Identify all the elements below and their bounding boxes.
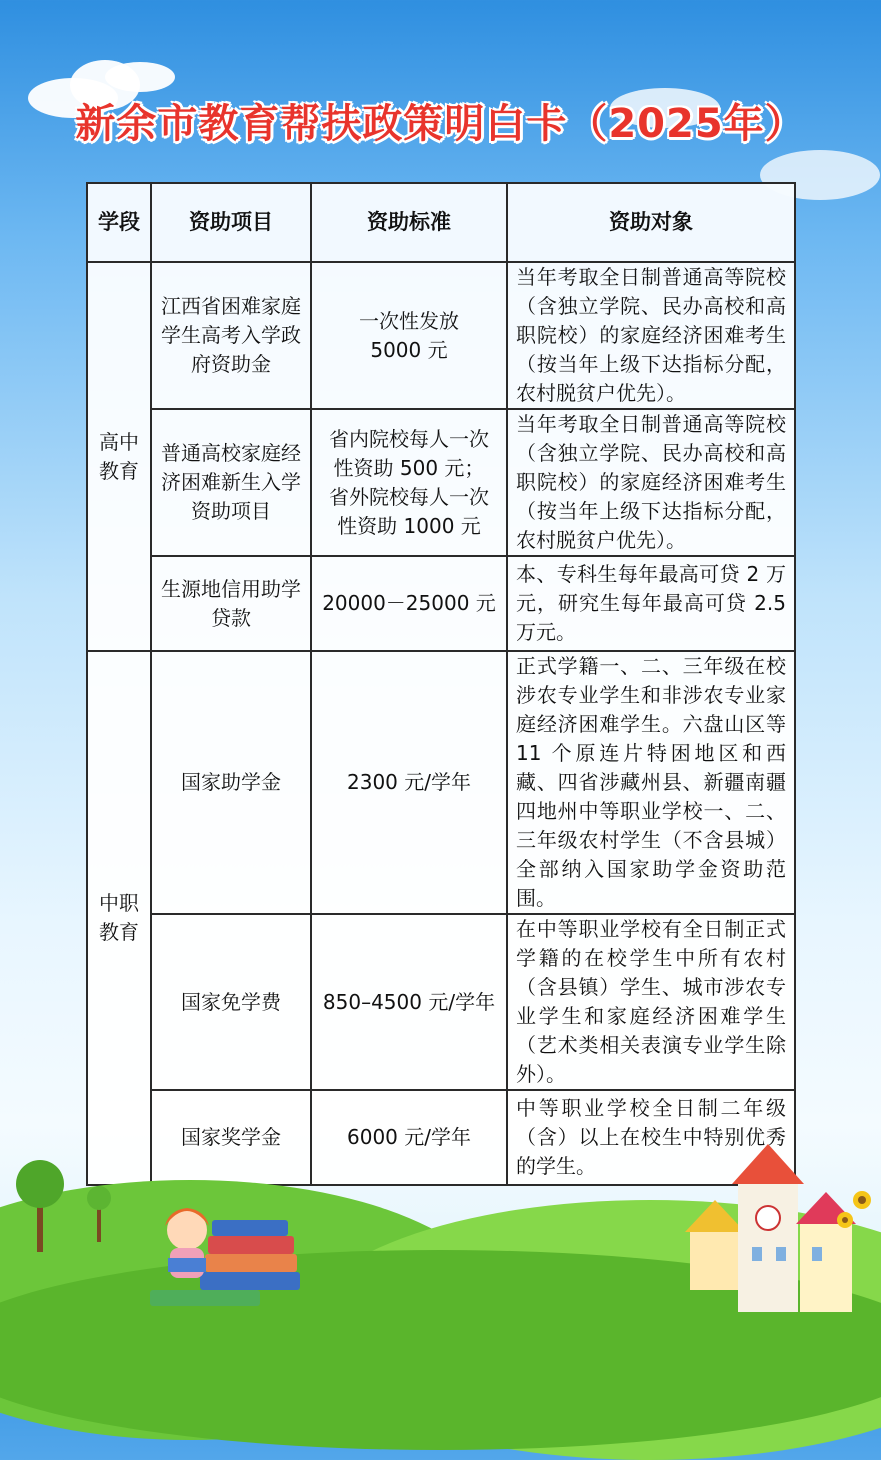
house-icon [685, 1144, 856, 1312]
target-cell: 正式学籍一、二、三年级在校涉农专业学生和非涉农专业家庭经济困难学生。六盘山区等 11 个原连片特困地区和西藏、四省涉藏州县、新疆南疆四地州中等职业学校一、二、三年级农村学生（不含县城）全部纳入国家助学金资助范围。 [507, 651, 795, 914]
target-cell: 中等职业学校全日制二年级（含）以上在校生中特别优秀的学生。 [507, 1090, 795, 1185]
table-header-row [87, 183, 795, 262]
project-cell: 江西省困难家庭学生高考入学政府资助金 [151, 262, 311, 409]
project-cell: 国家免学费 [151, 914, 311, 1090]
project-cell: 国家助学金 [151, 651, 311, 914]
project-cell: 生源地信用助学贷款 [151, 556, 311, 651]
standard-cell: 850–4500 元/学年 [311, 914, 507, 1090]
child-reading-icon [165, 1208, 209, 1278]
cloud-decoration [105, 62, 175, 92]
stage-cell: 高中教育 [87, 262, 151, 651]
header-standard: 资助标准 [311, 183, 507, 262]
target-cell: 本、专科生每年最高可贷 2 万元，研究生每年最高可贷 2.5 万元。 [507, 556, 795, 651]
standard-cell: 省内院校每人一次性资助 500 元；省外院校每人一次性资助 1000 元 [311, 409, 507, 556]
table-row [87, 262, 795, 409]
header-stage: 学段 [87, 183, 151, 262]
standard-cell: 一次性发放 5000 元 [311, 262, 507, 409]
tree-icon [16, 1160, 111, 1252]
standard-cell: 2300 元/学年 [311, 651, 507, 914]
target-cell: 当年考取全日制普通高等院校（含独立学院、民办高校和高职院校）的家庭经济困难考生（按当年上级下达指标分配，农村脱贫户优先）。 [507, 262, 795, 409]
table-row [87, 556, 795, 651]
target-cell: 当年考取全日制普通高等院校（含独立学院、民办高校和高职院校）的家庭经济困难考生（按当年上级下达指标分配，农村脱贫户优先）。 [507, 409, 795, 556]
project-cell: 国家奖学金 [151, 1090, 311, 1185]
policy-table [86, 182, 796, 1186]
page-title: 新余市教育帮扶政策明白卡（2025年） [75, 101, 806, 147]
header-target: 资助对象 [507, 183, 795, 262]
table-row [87, 651, 795, 914]
standard-cell: 20000－25000 元 [311, 556, 507, 651]
header-project: 资助项目 [151, 183, 311, 262]
table-row [87, 914, 795, 1090]
landscape-illustration [0, 1122, 881, 1322]
table-row [87, 409, 795, 556]
project-cell: 普通高校家庭经济困难新生入学资助项目 [151, 409, 311, 556]
target-cell: 在中等职业学校有全日制正式学籍的在校学生中所有农村（含县镇）学生、城市涉农专业学生和家庭经济困难学生（艺术类相关表演专业学生除外）。 [507, 914, 795, 1090]
stage-cell: 中职教育 [87, 651, 151, 1185]
standard-cell: 6000 元/学年 [311, 1090, 507, 1185]
